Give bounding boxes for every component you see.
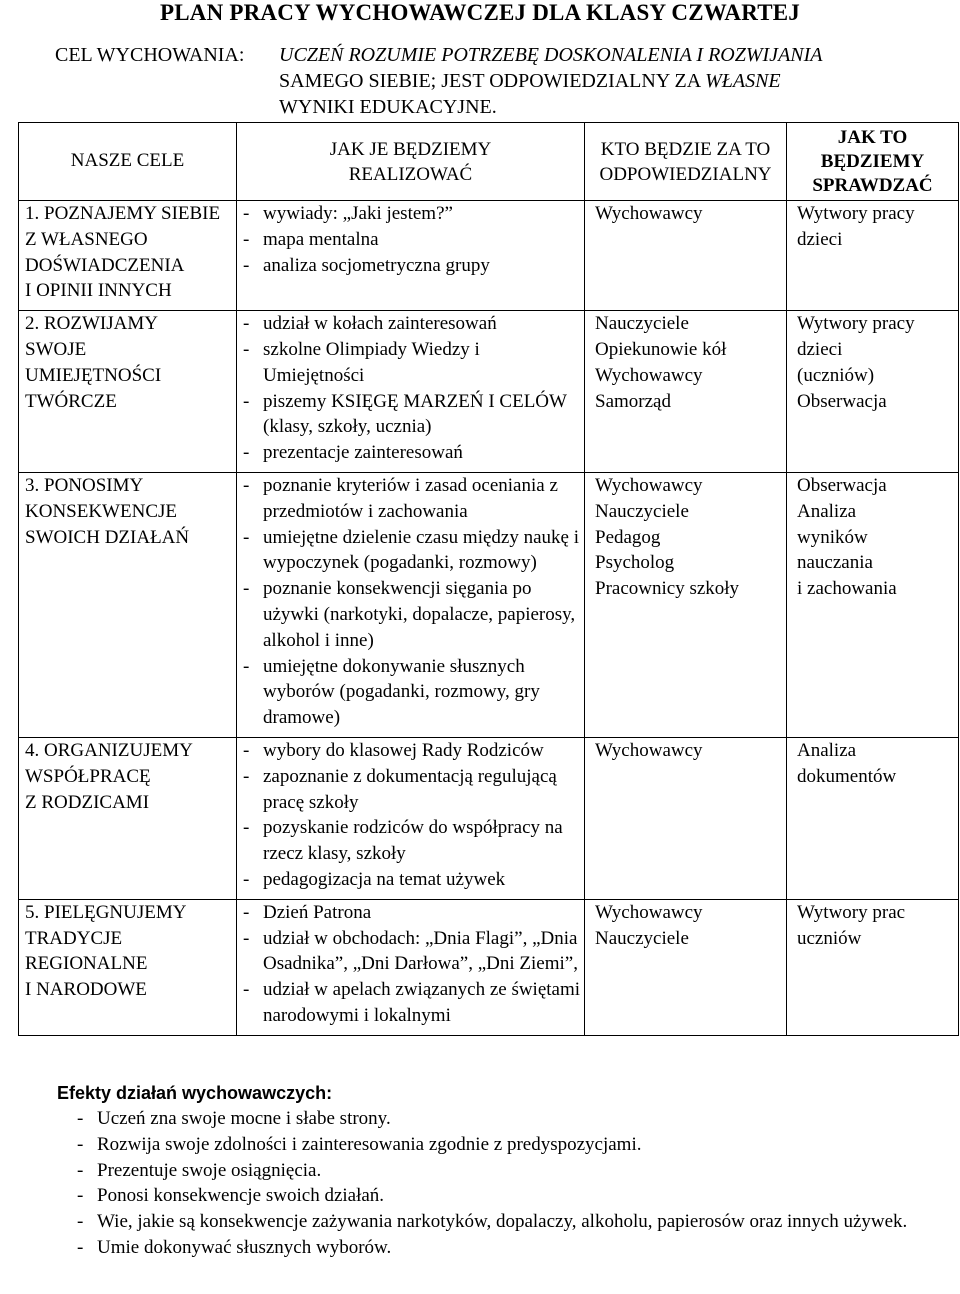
evaluation-cell xyxy=(787,737,959,899)
activity-item: - szkolne Olimpiady Wiedzy i Umiejętności xyxy=(237,337,584,389)
evaluation-line: (uczniów) xyxy=(797,364,875,386)
goal-cell xyxy=(19,311,237,473)
responsible-cell xyxy=(585,472,787,737)
goal-part-3: WŁASNE xyxy=(705,70,781,92)
goal-line: UMIEJĘTNOŚCI xyxy=(25,364,162,386)
responsible-line: Wychowawcy xyxy=(595,901,703,923)
evaluation-cell xyxy=(787,311,959,473)
activities-list xyxy=(237,738,584,893)
goal-line: REGIONALNE xyxy=(25,953,148,975)
goal-part-1: UCZEŃ ROZUMIE POTRZEBĘ DOSKONALENIA I ROZWIJANIA xyxy=(279,44,823,66)
responsible-line: Wychowawcy xyxy=(595,739,703,761)
evaluation-line: dzieci xyxy=(797,228,843,250)
responsible-line: Nauczyciele xyxy=(595,313,689,335)
activities-cell xyxy=(237,899,585,1035)
goal-cell xyxy=(19,472,237,737)
table-row xyxy=(19,899,959,1035)
goal-line: Z WŁASNEGO xyxy=(25,228,148,250)
activity-item: - udział w apelach związanych ze świętami narodowymi i lokalnymi xyxy=(237,977,584,1029)
responsible-line: Pedagog xyxy=(595,526,661,548)
evaluation-line: Analiza xyxy=(797,739,857,761)
goal-cell xyxy=(19,201,237,311)
activity-item: - wywiady: „Jaki jestem?” xyxy=(237,201,584,227)
header-how-line-1: JAK JE BĘDZIEMY xyxy=(329,138,492,160)
evaluation-line: i zachowania xyxy=(797,578,897,600)
evaluation-line: uczniów xyxy=(797,927,862,949)
goal-line: I NARODOWE xyxy=(25,979,147,1001)
document-title: PLAN PRACY WYCHOWAWCZEJ DLA KLASY CZWARTEJ xyxy=(160,0,800,25)
table-row xyxy=(19,311,959,473)
goal-line: SWOICH DZIAŁAŃ xyxy=(25,526,190,548)
evaluation-line: Analiza xyxy=(797,500,857,522)
activities-cell xyxy=(237,201,585,311)
activities-list xyxy=(237,900,584,1029)
evaluation-line: nauczania xyxy=(797,552,873,574)
activity-item: - udział w kołach zainteresowań xyxy=(237,311,584,337)
responsible-line: Pracownicy szkoły xyxy=(595,578,740,600)
responsible-line: Samorząd xyxy=(595,390,671,412)
responsible-line: Wychowawcy xyxy=(595,364,703,386)
goal-part-2: SAMEGO SIEBIE; JEST ODPOWIEDZIALNY ZA xyxy=(279,70,701,92)
goal-line: I OPINII INNYCH xyxy=(25,280,172,302)
activity-item: - poznanie konsekwencji sięgania po używki (narkotyki, dopalacze, papierosy, alkohol i inne) xyxy=(237,576,584,653)
goal-line: Z RODZICAMI xyxy=(25,791,150,813)
activity-item: - umiejętne dokonywanie słusznych wyborów (pogadanki, rozmowy, gry dramowe) xyxy=(237,654,584,731)
responsible-line: Wychowawcy xyxy=(595,474,703,496)
goal-line: TWÓRCZE xyxy=(25,390,117,412)
goal-line: 1. POZNAJEMY SIEBIE xyxy=(25,203,221,224)
activities-list xyxy=(237,201,584,278)
header-how-line-2: REALIZOWAĆ xyxy=(348,163,473,185)
goal-part-4: WYNIKI EDUKACYJNE. xyxy=(279,96,497,118)
evaluation-line: dokumentów xyxy=(797,765,897,787)
goal-line: 4. ORGANIZUJEMY xyxy=(25,739,193,761)
goal-cell xyxy=(19,899,237,1035)
header-who-line-1: KTO BĘDZIE ZA TO xyxy=(600,138,771,160)
responsible-line: Wychowawcy xyxy=(595,203,703,224)
evaluation-line: wyników xyxy=(797,526,868,548)
plan-table-body xyxy=(19,201,959,1036)
evaluation-line: Wytwory pracy xyxy=(797,203,915,224)
effects-heading: Efekty działań wychowawczych: xyxy=(57,1083,333,1103)
responsible-cell xyxy=(585,899,787,1035)
table-row xyxy=(19,201,959,311)
activity-item: - udział w obchodach: „Dnia Flagi”, „Dnia Osadnika”, „Dni Darłowa”, „Dni Ziemi”, xyxy=(237,926,584,978)
activities-cell xyxy=(237,472,585,737)
activities-cell xyxy=(237,737,585,899)
evaluation-line: Wytwory pracy xyxy=(797,313,915,335)
effect-item: - Wie, jakie są konsekwencje zażywania narkotyków, dopalaczy, alkoholu, papierosów oraz innych używek. xyxy=(57,1209,917,1235)
effect-item: - Ponosi konsekwencje swoich działań. xyxy=(57,1183,917,1209)
header-who-line-2: ODPOWIEDZIALNY xyxy=(599,163,772,185)
goal-cell xyxy=(19,737,237,899)
header-check-line-3: SPRAWDZAĆ xyxy=(812,175,933,196)
table-row xyxy=(19,472,959,737)
header-check-line-2: BĘDZIEMY xyxy=(820,151,925,172)
activities-cell xyxy=(237,311,585,473)
effect-item: - Uczeń zna swoje mocne i słabe strony. xyxy=(57,1106,917,1132)
activity-item: - pozyskanie rodziców do współpracy na rzecz klasy, szkoły xyxy=(237,815,584,867)
responsible-line: Nauczyciele xyxy=(595,927,689,949)
header-goals-label: NASZE CELE xyxy=(70,149,185,171)
responsible-line: Nauczyciele xyxy=(595,500,689,522)
evaluation-line: dzieci xyxy=(797,338,843,360)
goal-line: TRADYCJE xyxy=(25,927,123,949)
goal-statement xyxy=(279,42,919,120)
goal-line: KONSEKWENCJE xyxy=(25,500,177,522)
activity-item: - poznanie kryteriów i zasad oceniania z przedmiotów i zachowania xyxy=(237,473,584,525)
activity-item: - umiejętne dzielenie czasu między naukę i wypoczynek (pogadanki, rozmowy) xyxy=(237,525,584,577)
goal-line: 5. PIELĘGNUJEMY xyxy=(25,901,187,923)
effects-list xyxy=(57,1106,917,1261)
activities-list xyxy=(237,473,584,731)
effects-section xyxy=(57,1080,917,1261)
goal-label: CEL WYCHOWANIA: xyxy=(55,44,245,66)
evaluation-cell xyxy=(787,472,959,737)
effect-item: - Rozwija swoje zdolności i zainteresowania zgodnie z predyspozycjami. xyxy=(57,1132,917,1158)
activity-item: - wybory do klasowej Rady Rodziców xyxy=(237,738,584,764)
evaluation-line: Wytwory prac xyxy=(797,901,906,923)
goal-line: DOŚWIADCZENIA xyxy=(25,254,185,276)
header-who xyxy=(585,123,787,201)
header-goals xyxy=(19,123,237,201)
header-check-line-1: JAK TO xyxy=(837,127,908,148)
responsible-line: Opiekunowie kół xyxy=(595,338,727,360)
table-row xyxy=(19,737,959,899)
effect-item: - Umie dokonywać słusznych wyborów. xyxy=(57,1235,917,1261)
plan-table xyxy=(18,122,959,1036)
responsible-cell xyxy=(585,201,787,311)
evaluation-cell xyxy=(787,201,959,311)
activity-item: - zapoznanie z dokumentacją regulującą pracę szkoły xyxy=(237,764,584,816)
evaluation-line: Obserwacja xyxy=(797,474,887,496)
activity-item: - piszemy KSIĘGĘ MARZEŃ I CELÓW (klasy, szkoły, ucznia) xyxy=(237,389,584,441)
activity-item: - Dzień Patrona xyxy=(237,900,584,926)
activity-item: - prezentacje zainteresowań xyxy=(237,440,584,466)
activity-item: - mapa mentalna xyxy=(237,227,584,253)
effect-item: - Prezentuje swoje osiągnięcia. xyxy=(57,1158,917,1184)
table-header-row xyxy=(19,123,959,201)
header-check xyxy=(787,123,959,201)
goal-line: SWOJE xyxy=(25,338,87,360)
evaluation-line: Obserwacja xyxy=(797,390,887,412)
activities-list xyxy=(237,311,584,466)
evaluation-cell xyxy=(787,899,959,1035)
activity-item: - analiza socjometryczna grupy xyxy=(237,253,584,279)
responsible-cell xyxy=(585,737,787,899)
header-how xyxy=(237,123,585,201)
goal-line: WSPÓŁPRACĘ xyxy=(25,765,151,787)
goal-line: 3. PONOSIMY xyxy=(25,474,144,496)
activity-item: - pedagogizacja na temat używek xyxy=(237,867,584,893)
responsible-cell xyxy=(585,311,787,473)
responsible-line: Psycholog xyxy=(595,552,675,574)
goal-line: 2. ROZWIJAMY xyxy=(25,313,158,335)
